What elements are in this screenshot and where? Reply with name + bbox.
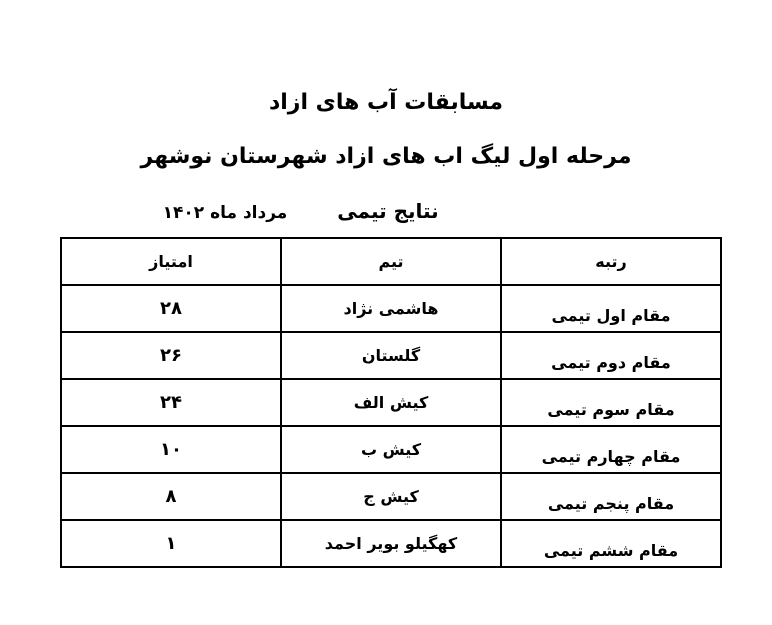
page-subtitle: مرحله اول لیگ اب های ازاد شهرستان نوشهر [140,144,632,169]
column-header-score: امتیاز [61,238,281,285]
table-row [61,285,721,332]
team-cell: هاشمی نژاد [281,285,501,332]
page-title: مسابقات آب های ازاد [268,90,504,115]
rank-cell: مقام دوم تیمی [501,332,721,379]
table-row [61,379,721,426]
column-header-rank: رتبه [501,238,721,285]
score-cell: ۱۰ [61,426,281,473]
team-cell: کیش ب [281,426,501,473]
results-table [60,237,722,568]
rank-cell: مقام چهارم تیمی [501,426,721,473]
rank-cell: مقام ششم تیمی [501,520,721,567]
rank-cell: مقام پنجم تیمی [501,473,721,520]
table-row [61,426,721,473]
score-cell: ۲۴ [61,379,281,426]
team-cell: کیش الف [281,379,501,426]
date-label: مرداد ماه ۱۴۰۲ [162,203,288,223]
rank-cell: مقام سوم تیمی [501,379,721,426]
team-cell: گلستان [281,332,501,379]
team-cell: کهگیلو بویر احمد [281,520,501,567]
results-label: نتایج تیمی [337,199,439,223]
table-row [61,332,721,379]
score-cell: ۲۶ [61,332,281,379]
rank-cell: مقام اول تیمی [501,285,721,332]
table-header-row [61,238,721,285]
table-row [61,520,721,567]
table-row [61,473,721,520]
score-cell: ۱ [61,520,281,567]
score-cell: ۸ [61,473,281,520]
team-cell: کیش ج [281,473,501,520]
score-cell: ۲۸ [61,285,281,332]
column-header-team: تیم [281,238,501,285]
